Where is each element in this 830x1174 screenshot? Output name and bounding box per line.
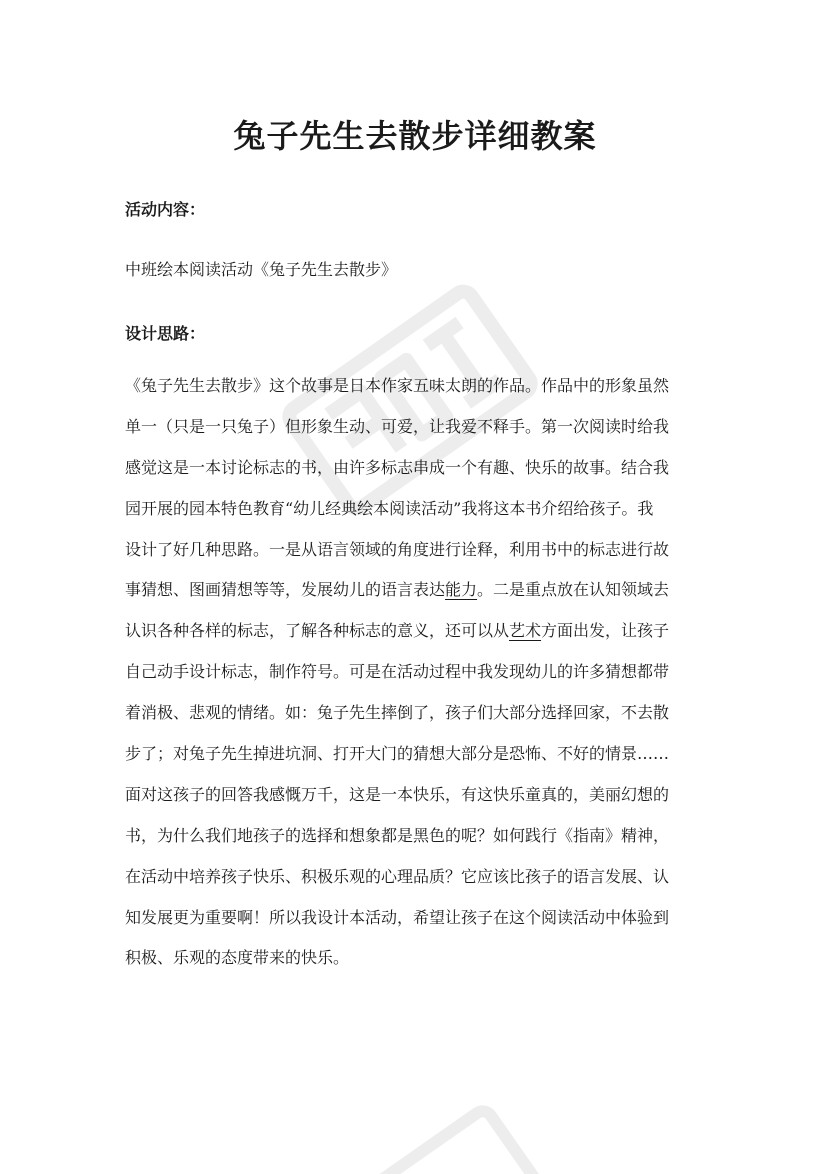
- activity-content-text: 中班绘本阅读活动《兔子先生去散步》: [125, 260, 398, 279]
- line-text: 着消极、悲观的情绪。如：兔子先生摔倒了，孩子们大部分选择回家，不去散: [125, 703, 670, 723]
- line-text: 面对这孩子的回答我感慨万千，这是一本快乐，有这快乐童真的，美丽幻想的: [125, 784, 670, 804]
- line-text: 感觉这是一本讨论标志的书，由许多标志串成一个有趣、快乐的故事。结合我: [125, 457, 670, 477]
- design-idea-paragraph: [125, 366, 700, 979]
- line-text: 园开展的园本特色教育“幼儿经典绘本阅读活动”我将这本书介绍给孩子。我: [125, 498, 654, 518]
- line-text: 事猜想、图画猜想等等，发展幼儿的语言表达: [125, 580, 446, 600]
- paragraph-line: [125, 489, 700, 530]
- paragraph-line: [125, 898, 700, 939]
- paragraph-line: [125, 938, 700, 979]
- line-text: 认识各种各样的标志，了解各种标志的意义，还可以从: [125, 621, 510, 641]
- paragraph-line: [125, 693, 700, 734]
- paragraph-line: [125, 857, 700, 898]
- line-text: 《兔子先生去散步》这个故事是日本作家五味太朗的作品。作品中的形象虽然: [125, 376, 670, 395]
- document-title: 兔子先生去散步详细教案: [233, 117, 597, 155]
- paragraph-line: [125, 366, 700, 407]
- section-heading-design-idea: 设计思路：: [125, 324, 206, 343]
- watermark-logo-bottom: [340, 1080, 540, 1174]
- line-text: 知发展更为重要啊！所以我设计本活动，希望让孩子在这个阅读活动中体验到: [125, 907, 670, 927]
- paragraph-line: [125, 530, 700, 571]
- paragraph-line: [125, 407, 700, 448]
- underlined-term: 能力: [445, 580, 478, 600]
- paragraph-line: [125, 448, 700, 489]
- line-text: 步了；对兔子先生掉进坑洞、打开大门的猜想大部分是恐怖、不好的情景……: [125, 744, 670, 764]
- line-text: 书，为什么我们地孩子的选择和想象都是黑色的呢？如何践行《指南》精神，: [125, 825, 670, 845]
- paragraph-line: [125, 652, 700, 693]
- underlined-term: 艺术: [509, 621, 542, 641]
- line-text: 自己动手设计标志，制作符号。可是在活动过程中我发现幼儿的许多猜想都带: [125, 662, 670, 682]
- line-text: 单一（只是一只兔子）但形象生动、可爱，让我爱不释手。第一次阅读时给我: [125, 416, 670, 436]
- line-text: 在活动中培养孩子快乐、积极乐观的心理品质？它应该比孩子的语言发展、认: [125, 866, 670, 886]
- line-text: 设计了好几种思路。一是从语言领域的角度进行诠释，利用书中的标志进行故: [125, 539, 670, 559]
- paragraph-line: [125, 775, 700, 816]
- paragraph-line: [125, 734, 700, 775]
- line-text: 积极、乐观的态度带来的快乐。: [125, 948, 350, 968]
- paragraph-line: [125, 816, 700, 857]
- line-text: 。二是重点放在认知领域去: [477, 580, 670, 600]
- section-heading-activity-content: 活动内容：: [125, 200, 206, 219]
- line-text: 方面出发，让孩子: [541, 621, 670, 641]
- paragraph-line: [125, 611, 700, 652]
- paragraph-line: [125, 570, 700, 611]
